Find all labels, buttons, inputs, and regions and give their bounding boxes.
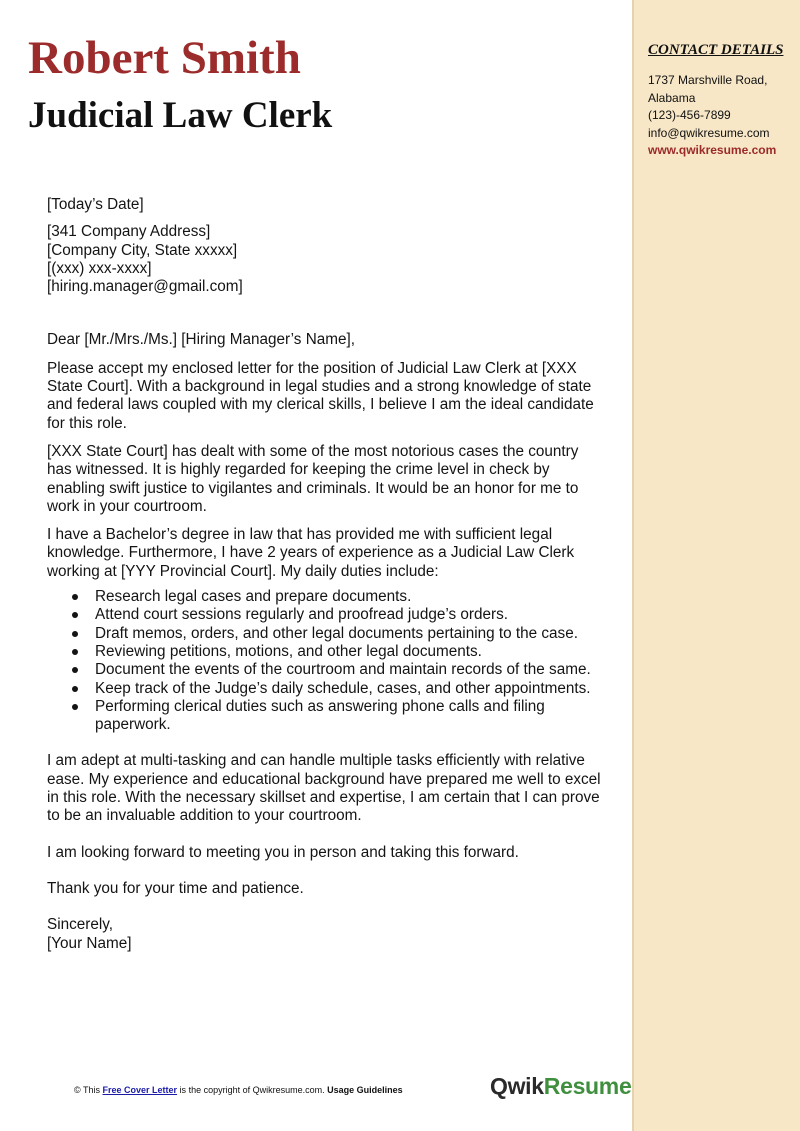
paragraph-court: [XXX State Court] has dealt with some of the most notorious cases the country has witnessed. It is highly regarded for keeping the crime level in check by enabling swift justice to vigilantes and criminals. It would be an honor for me to work in your courtroom. bbox=[47, 442, 579, 515]
letter-body bbox=[47, 196, 607, 953]
footer-text-middle: is the copyright of Qwikresume.com. bbox=[179, 1085, 325, 1095]
contact-details bbox=[648, 72, 776, 160]
salutation: Dear [Mr./Mrs./Ms.] [Hiring Manager’s Name], bbox=[47, 331, 355, 349]
usage-guidelines-link[interactable]: Usage Guidelines bbox=[327, 1085, 403, 1095]
list-item: Reviewing petitions, motions, and other legal documents. bbox=[95, 643, 607, 661]
contact-heading: CONTACT DETAILS bbox=[648, 42, 784, 58]
list-item: Document the events of the courtroom and maintain records of the same. bbox=[95, 661, 607, 679]
contact-email[interactable]: info@qwikresume.com bbox=[648, 125, 770, 140]
paragraph-thanks: Thank you for your time and patience. bbox=[47, 879, 304, 897]
recipient-city-state: [Company City, State xxxxx] bbox=[47, 241, 238, 259]
logo-part-resume: Resume bbox=[543, 1073, 632, 1099]
list-item: Research legal cases and prepare documents. bbox=[95, 588, 607, 606]
job-title: Judicial Law Clerk bbox=[28, 95, 333, 136]
paragraph-skills: I am adept at multi-tasking and can handle multiple tasks efficiently with relative ease. My experience and educational background have prepared me well to excel in this role. With the necessary skillset and expertise, I am certain that I can prove to be an invaluable addition to your courtroom. bbox=[47, 752, 601, 825]
copyright-footer bbox=[74, 1085, 403, 1095]
recipient-phone: [(xxx) xxx-xxxx] bbox=[47, 259, 152, 277]
paragraph-forward: I am looking forward to meeting you in person and taking this forward. bbox=[47, 843, 519, 861]
list-item: Attend court sessions regularly and proofread judge’s orders. bbox=[95, 606, 607, 624]
contact-sidebar bbox=[632, 0, 800, 1131]
paragraph-experience: I have a Bachelor’s degree in law that has provided me with sufficient legal knowledge. Furthermore, I have 2 years of experience as a Judicial Law Clerk working at [YYY Provincial Court]. My daily duties include: bbox=[47, 526, 575, 580]
paragraph-intro: Please accept my enclosed letter for the position of Judicial Law Clerk at [XXX State Court]. With a background in legal studies and a strong knowledge of state and federal laws coupled with my clerical skills, I believe I am the ideal candidate for this role. bbox=[47, 359, 594, 432]
footer-text-before: This bbox=[82, 1085, 100, 1095]
list-item: Draft memos, orders, and other legal documents pertaining to the case. bbox=[95, 625, 607, 643]
list-item: Performing clerical duties such as answering phone calls and filing paperwork. bbox=[95, 698, 607, 735]
free-cover-letter-link[interactable]: Free Cover Letter bbox=[102, 1085, 178, 1095]
recipient-address: [341 Company Address] bbox=[47, 223, 211, 241]
signoff: Sincerely, bbox=[47, 916, 114, 934]
applicant-name: Robert Smith bbox=[28, 32, 301, 84]
address-line-2: Alabama bbox=[648, 90, 696, 105]
duties-list bbox=[47, 588, 607, 734]
list-item: Keep track of the Judge’s daily schedule, cases, and other appointments. bbox=[95, 680, 607, 698]
letter-date: [Today’s Date] bbox=[47, 196, 144, 213]
copyright-icon: © bbox=[74, 1085, 81, 1095]
qwikresume-logo bbox=[490, 1073, 631, 1100]
recipient-block bbox=[47, 223, 607, 296]
recipient-email: [hiring.manager@gmail.com] bbox=[47, 278, 243, 296]
address-line-1: 1737 Marshville Road, bbox=[648, 73, 768, 87]
contact-website[interactable]: www.qwikresume.com bbox=[648, 143, 777, 157]
logo-part-qwik: Qwik bbox=[490, 1073, 544, 1099]
contact-phone: (123)-456-7899 bbox=[648, 108, 731, 122]
signature: [Your Name] bbox=[47, 934, 132, 952]
